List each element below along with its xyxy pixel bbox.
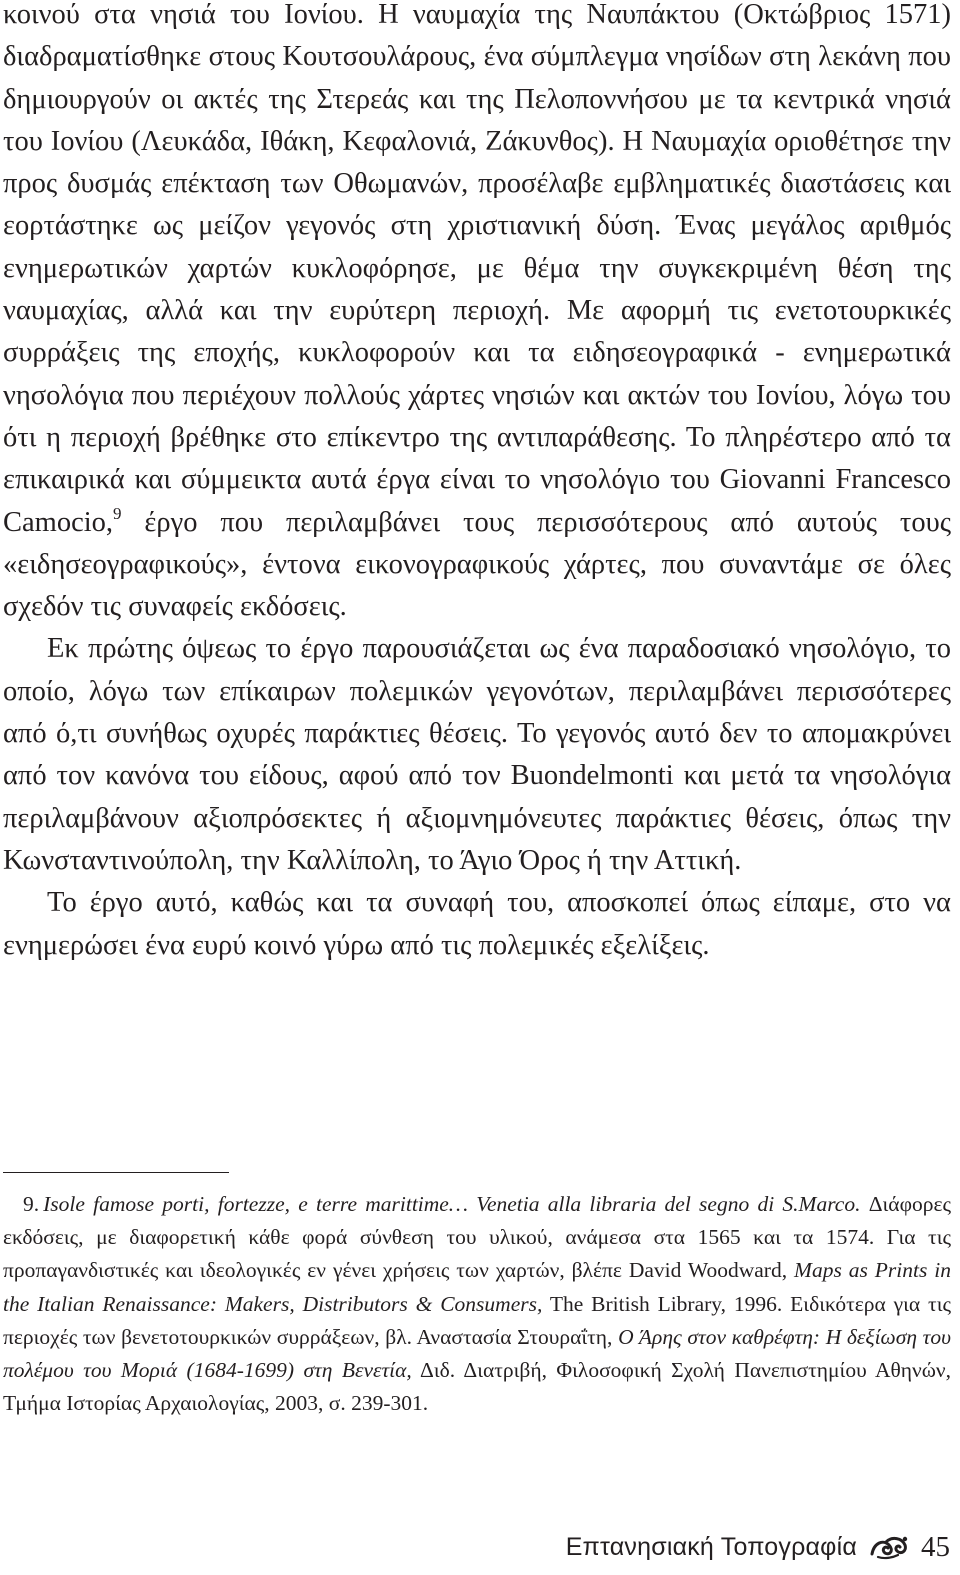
swirl-ornament-icon <box>869 1534 909 1560</box>
paragraph-1 <box>3 0 951 628</box>
footnote-text-1: Διάφορες εκδόσεις, με διαφορετική κάθε φορά σύνθεση του υλικού, ανάμεσα στα 1565 και τα 1574. Για τις προπαγανδιστικές και ιδεολογικές εν γένει χρήσεις των χαρτών, βλέπε David Woodward, <box>3 1192 951 1283</box>
running-footer <box>566 1527 950 1567</box>
footnote-9 <box>3 1188 951 1420</box>
page-number: 45 <box>921 1530 950 1563</box>
footnote-reference-9[interactable]: 9 <box>113 503 122 523</box>
footnote-text-2: The British Library, 1996. Ειδικότερα για τις περιοχές των βενετοτουρκικών συρράξεων, βλ. Αναστασία Στουραΐτη, <box>3 1291 951 1349</box>
running-footer-title: Επτανησιακή Τοπογραφία <box>565 1532 857 1561</box>
footnote-book-title-italic: Maps as Prints in the Italian Renaissance: Makers, Distributors & Consumers, <box>3 1258 952 1316</box>
main-body-text <box>3 0 951 967</box>
paragraph-1-text: κοινού στα νησιά του Ιονίου. Η ναυμαχία της Ναυπάκτου (Οκτώβριος 1571) διαδραματίσθηκε στους Κουτσουλάρους, ένα σύμπλεγμα νησίδων στη λεκάνη που δημιουργούν οι ακτές της Στερεάς και της Πελοποννήσου με τα κεντρικά νησιά του Ιονίου (Λευκάδα, Ιθάκη, Κεφαλονιά, Ζάκυνθος). Η Ναυμαχία οριοθέτησε την προς δυσμάς επέκταση των Οθωμανών, προσέλαβε εμβληματικές διαστάσεις και εορτάστηκε ως μείζον γεγονός στη χριστιανική δύση. Ένας μεγάλος αριθμός ενημερωτικών χαρτών κυκλοφόρησε, με θέμα την συγκεκριμένη θέση της ναυμαχίας, αλλά και την ευρύτερη περιοχή. Με αφορμή τις ενετοτουρκικές συρράξεις της εποχής, κυκλοφορούν και τα ειδησεογραφικά - ενημερωτικά νησολόγια που περιέχουν πολλούς χάρτες νησιών και ακτών του Ιονίου, λόγω του ότι η περιοχή βρέθηκε στο επίκεντρο της αντιπαράθεσης. Το πληρέστερο από τα επικαιρικά και σύμμεικτα αυτά έργα είναι το νησολόγιο του Giovanni Francesco Camocio, <box>3 0 951 538</box>
footnote-number: 9. <box>23 1192 40 1216</box>
paragraph-2: Εκ πρώτης όψεως το έργο παρουσιάζεται ως ένα παραδοσιακό νησολόγιο, το οποίο, λόγω των επίκαιρων πολεμικών γεγονότων, περιλαμβάνει περισσότερες από ό,τι συνήθως οχυρές παράκτιες θέσεις. Το γεγονός αυτό δεν το απομακρύνει από τον κανόνα του είδους, αφού από τον Buondelmonti και μετά τα νησολόγια περιλαμβάνουν αξιοπρόσεκτες ή αξιομνημόνευτες παράκτιες θέσεις, όπως την Κωνσταντινούπολη, την Καλλίπολη, το Άγιο Όρος ή την Αττική. <box>3 633 951 876</box>
paragraph-3: Το έργο αυτό, καθώς και τα συναφή του, αποσκοπεί όπως είπαμε, στο να ενημερώσει ένα ευρύ κοινό γύρω από τις πολεμικές εξελίξεις. <box>3 887 951 961</box>
paragraph-1-text-continued: έργο που περιλαμβάνει τους περισσότερους από αυτούς τους «ειδησεογραφικούς», έντονα εικονογραφικούς χάρτες, που συναντάμε σε όλες σχεδόν τις συναφείς εκδόσεις. <box>3 506 951 623</box>
footnote-text-3: Διδ. Διατριβή, Φιλοσοφική Σχολή Πανεπιστημίου Αθηνών, Τμήμα Ιστορίας Αρχαιολογίας, 2003, σ. 239-301. <box>3 1358 951 1416</box>
footnote-title-italic: Isole famose porti, fortezze, e terre marittime… Venetia alla libraria del segno di S.Marco. <box>43 1192 861 1216</box>
footnote-separator-rule <box>3 1172 229 1173</box>
footnote-thesis-title-italic: Ο Άρης στον καθρέφτη: Η δεξίωση του πολέμου του Μοριά (1684-1699) στη Βενετία, <box>3 1324 951 1383</box>
